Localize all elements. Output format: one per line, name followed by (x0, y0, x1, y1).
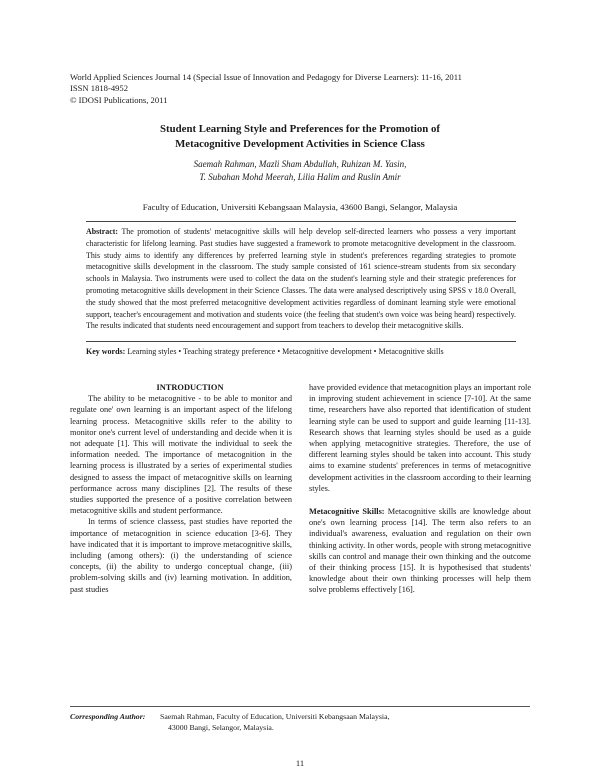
author-list (70, 158, 530, 184)
author-line-2: T. Subahan Mohd Meerah, Lilia Halim and Ruslin Amir (199, 172, 401, 182)
abstract-text: The promotion of students' metacognitive skills will help develop self-directed learners who possess a very important characteristic for lifelong learning. Past studies have suggested a framework to promote metacognitive development in the classroom. This study aims to identify any differences by preferred learning style in student's preferences regarding strategies to promote metacognitive skills development in the classroom. The study sample consisted of 161 science-stream students from six secondary schools in Malaysia. Two instruments were used to collect the data on the student's learning style and their strategic preferences for promoting metacognitive skills development in their Science Classes. The data were analysed descriptively using SPSS v 18.0 Overall, the study showed that the most preferred metacognitive development activities regardless of dominant learning style were emotional support, teacher's encouragement and motivation and students voice (the feeling that student's own voice was being heard) respectively. The results indicated that students need encouragement and support from teachers to develop their metacognitive skills. (86, 227, 516, 331)
corresponding-author (70, 712, 540, 733)
journal-issn: ISSN 1818-4952 (70, 83, 129, 94)
left-column (70, 382, 292, 595)
abstract-bottom-rule (86, 341, 516, 342)
page-number: 11 (295, 758, 305, 768)
metacognitive-skills-heading: Metacognitive Skills: (309, 507, 385, 517)
keywords-label: Key words: (86, 347, 126, 356)
corresponding-author-line-2: 43000 Bangi, Selangor, Malaysia. (168, 722, 274, 732)
paragraph-gap (309, 494, 531, 506)
intro-paragraph-2: In terms of science classess, past studies have reported the importance of metacognition in science education [3-6]. They have indicated that it is important to improve metacognitive skills, including (among others): (i) the understanding of science concepts, (ii) the ability to undergo conceptual change, (iii) problem-solving skills and (iv) learning motivation. In addition, past studies (70, 517, 292, 594)
affiliation: Faculty of Education, Universiti Kebangsaan Malaysia, 43600 Bangi, Selangor, Malaysia (142, 202, 458, 212)
metacognitive-skills-paragraph (309, 506, 531, 596)
intro-paragraph-1: The ability to be metacognitive - to be able to monitor and regulate one' own learning is an important aspect of the lifelong learning process. Metacognitive skills refer to the ability to monitor one's current level of understanding and decide when it is not adequate [1]. This will motivate the individual to seek the information needed. The importance of metacognition in the learning process is illustrated by a series of experimental studies designed to assess the impact of metacognitive skills on learning performance across many disciplines [2]. The results of these studies supported the presence of a positive correlation between metacognitive skills and student performance. (70, 394, 292, 516)
keywords (86, 347, 516, 358)
journal-header (70, 72, 540, 106)
author-line-1: Saemah Rahman, Mazli Sham Abdullah, Ruhizan M. Yasin, (193, 159, 407, 169)
keywords-text: Learning styles • Teaching strategy preference • Metacognitive development • Metacognitive skills (127, 347, 444, 356)
abstract-top-rule (86, 221, 516, 222)
footer-rule (70, 706, 530, 707)
introduction-heading: INTRODUCTION (156, 383, 224, 392)
paper-title-line-1: Student Learning Style and Preferences for the Promotion of (160, 123, 440, 135)
corresponding-author-line-1: Saemah Rahman, Faculty of Education, Universiti Kebangsaan Malaysia, (160, 712, 390, 721)
right-column (309, 382, 531, 596)
journal-citation: World Applied Sciences Journal 14 (Special Issue of Innovation and Pedagogy for Diverse Learners): 11-16, 2011 (70, 72, 462, 82)
intro-paragraph-3: have provided evidence that metacognition plays an important role in improving student achievement in science [7-10]. At the same time, researchers have also reported that identification of student learning style can be used to support and guide learning [11-13]. Research shows that learning styles should be used as a guide when applying metacognitive strategies. Therefore, the use of different learning styles should be taken into account. This study aims to examine students' preferences in terms of metacognitive development activities in the classroom according to their learning styles. (309, 383, 531, 493)
abstract (86, 226, 516, 332)
paper-title-line-2: Metacognitive Development Activities in Science Class (175, 138, 425, 150)
paper-title (70, 122, 530, 152)
abstract-label: Abstract: (86, 227, 118, 236)
journal-publisher: © IDOSI Publications, 2011 (70, 94, 168, 105)
metacognitive-skills-text: Metacognitive skills are knowledge about one's own learning process [14]. The term also refers to an individual's awareness, evaluation and regulation on their own thinking activity. In other words, people with strong metacognitive skills can control and manage their own thinking and the outcome of their thinking process [15]. It is hypothesised that students' knowledge about their own thinking processes will help them solve problems effectively [16]. (309, 507, 531, 595)
corresponding-author-label: Corresponding Author: (70, 712, 146, 721)
